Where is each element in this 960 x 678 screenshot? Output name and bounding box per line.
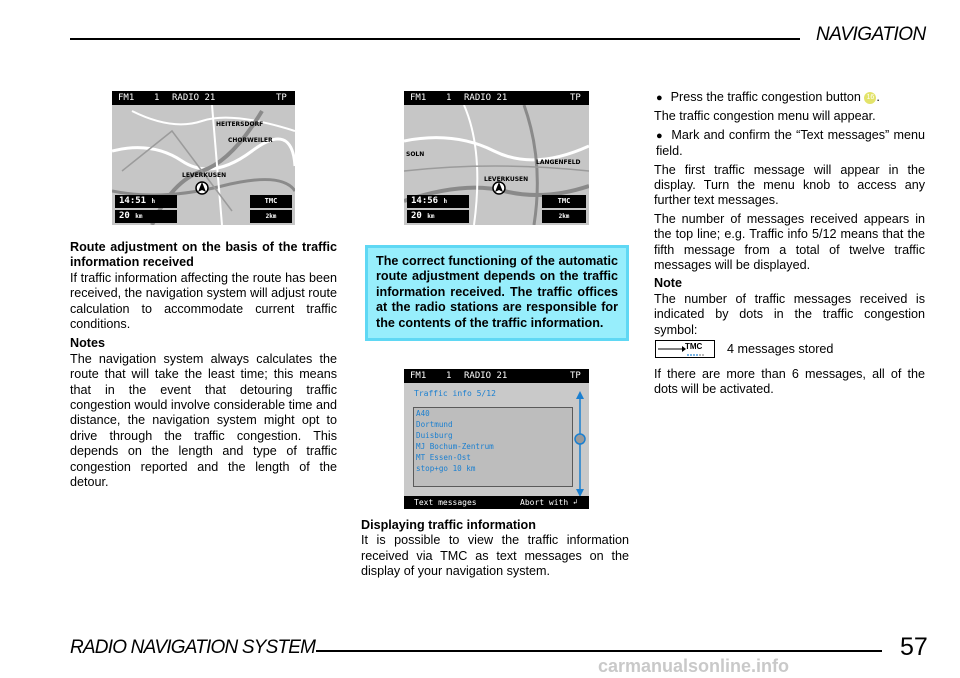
note-heading: Note — [654, 276, 682, 291]
paragraph: It is possible to view the traffic information received via TMC as text messages on the display of your navigation system. — [361, 533, 629, 579]
tmc-symbol — [655, 340, 715, 358]
section-heading: Route adjustment on the basis of the traffic information received — [70, 240, 337, 270]
station-label: RADIO 21 — [464, 93, 508, 103]
distance-readout — [115, 210, 177, 223]
right-column — [654, 90, 925, 338]
distance-unit: km — [427, 213, 435, 220]
list-item: stop+go 10 km — [416, 464, 476, 473]
abort-label: Abort with — [520, 498, 569, 507]
tmc-indicator: TMC — [250, 195, 292, 208]
tp-label: TP — [276, 93, 287, 103]
callout-text: The correct functioning of the automatic route adjustment depends on the traffic information received. The traffic offices at the radio stations are responsible for the contents of the traffic information. — [376, 254, 618, 330]
step-text: Mark and confirm the “Text messages” menu field. — [656, 127, 925, 159]
scale-readout: 2km — [250, 210, 292, 223]
right-column-end — [654, 367, 925, 398]
time-value: 14:51 — [119, 196, 147, 206]
bottom-bar — [404, 496, 589, 509]
bullet-step — [654, 128, 925, 160]
list-item: Duisburg — [416, 431, 453, 440]
watermark: carmanualsonline.info — [598, 656, 790, 676]
tp-label: TP — [570, 93, 581, 103]
source-label: FM1 — [410, 93, 427, 103]
preset-label: 1 — [154, 93, 160, 103]
traffic-info-screenshot — [404, 369, 589, 509]
tp-label: TP — [570, 371, 581, 381]
time-unit: h — [151, 198, 156, 205]
station-label: RADIO 21 — [172, 93, 216, 103]
mid-column — [361, 518, 629, 580]
text-messages-label: Text messages — [414, 498, 477, 507]
section-heading: Displaying traffic information — [361, 518, 536, 532]
scroll-thumb — [575, 434, 585, 444]
distance-unit: km — [135, 213, 143, 220]
map-screenshot-1 — [112, 91, 295, 225]
page-section-title: NAVIGATION — [816, 24, 926, 45]
distance-value: 20 — [119, 211, 130, 221]
step-end: . — [876, 90, 880, 104]
source-label: FM1 — [118, 93, 135, 103]
paragraph: If there are more than 6 messages, all of the dots will be activated. — [654, 367, 925, 397]
map-place: LEVERKUSEN — [182, 172, 227, 179]
map-screenshot-2 — [404, 91, 589, 225]
step-text: Press the traffic congestion button — [670, 90, 861, 104]
footer-rule — [316, 650, 882, 652]
list-item: MJ Bochum-Zentrum — [416, 442, 494, 451]
traffic-info-heading: Traffic info 5/12 — [414, 389, 496, 398]
scale-readout: 2km — [542, 210, 586, 223]
info-callout-box — [365, 245, 629, 341]
paragraph: The navigation system always calculates the route that will take the least time; this means that in the event that detouring traffic congestion would involve considerable time and distance, the navigation system might opt to drive through the traffic congestion. This depends on the length and type of traffic congestion reported and the length of the detour. — [70, 351, 337, 490]
page-number: 57 — [900, 633, 928, 661]
note-paragraph: The number of traffic messages received is indicated by dots in the traffic congestion symbol: — [654, 291, 925, 337]
status-bar — [112, 91, 295, 105]
footer-title: RADIO NAVIGATION SYSTEM — [70, 637, 316, 658]
time-readout — [407, 195, 469, 208]
scrollbar — [570, 389, 589, 501]
status-bar — [404, 369, 589, 383]
notes-heading: Notes — [70, 336, 105, 351]
preset-label: 1 — [446, 93, 452, 103]
time-unit: h — [443, 198, 448, 205]
traffic-message-list — [413, 407, 573, 487]
time-readout — [115, 195, 177, 208]
bullet-icon — [656, 90, 671, 104]
paragraph: The number of messages received appears in the top line; e.g. Traffic info 5/12 means that the fifth message from a total of twelve traffic messages will be displayed. — [654, 211, 925, 273]
list-item: Dortmund — [416, 420, 453, 429]
source-label: FM1 — [410, 371, 427, 381]
map-place: LEVERKUSEN — [484, 176, 529, 183]
distance-value: 20 — [411, 211, 422, 221]
symbol-caption: 4 messages stored — [727, 342, 834, 356]
paragraph: The traffic congestion menu will appear. — [654, 109, 876, 124]
map-place: CHORWEILER — [228, 137, 273, 144]
paragraph: The first traffic message will appear in the display. Turn the menu knob to access any further text messages. — [654, 162, 925, 208]
list-item: A40 — [416, 409, 430, 418]
button-ref-circle: 16 — [864, 92, 876, 104]
bullet-icon — [656, 128, 671, 142]
list-item: MT Essen-Ost — [416, 453, 471, 462]
distance-readout — [407, 210, 469, 223]
bullet-step — [654, 90, 925, 106]
map-place: LANGENFELD — [536, 159, 581, 166]
paragraph: If traffic information affecting the route has been received, the navigation system will adjust route calculation to accommodate current traffic conditions. — [70, 270, 337, 332]
map-place: HEITERSDORF — [216, 121, 264, 128]
return-icon: ↲ — [573, 498, 578, 506]
map-place: SOLN — [406, 151, 425, 158]
status-bar — [404, 91, 589, 105]
time-value: 14:56 — [411, 196, 439, 206]
header-rule — [70, 38, 800, 40]
preset-label: 1 — [446, 371, 452, 381]
left-column — [70, 240, 337, 491]
tmc-indicator: TMC — [542, 195, 586, 208]
station-label: RADIO 21 — [464, 371, 508, 381]
tmc-label: TMC — [685, 342, 703, 351]
